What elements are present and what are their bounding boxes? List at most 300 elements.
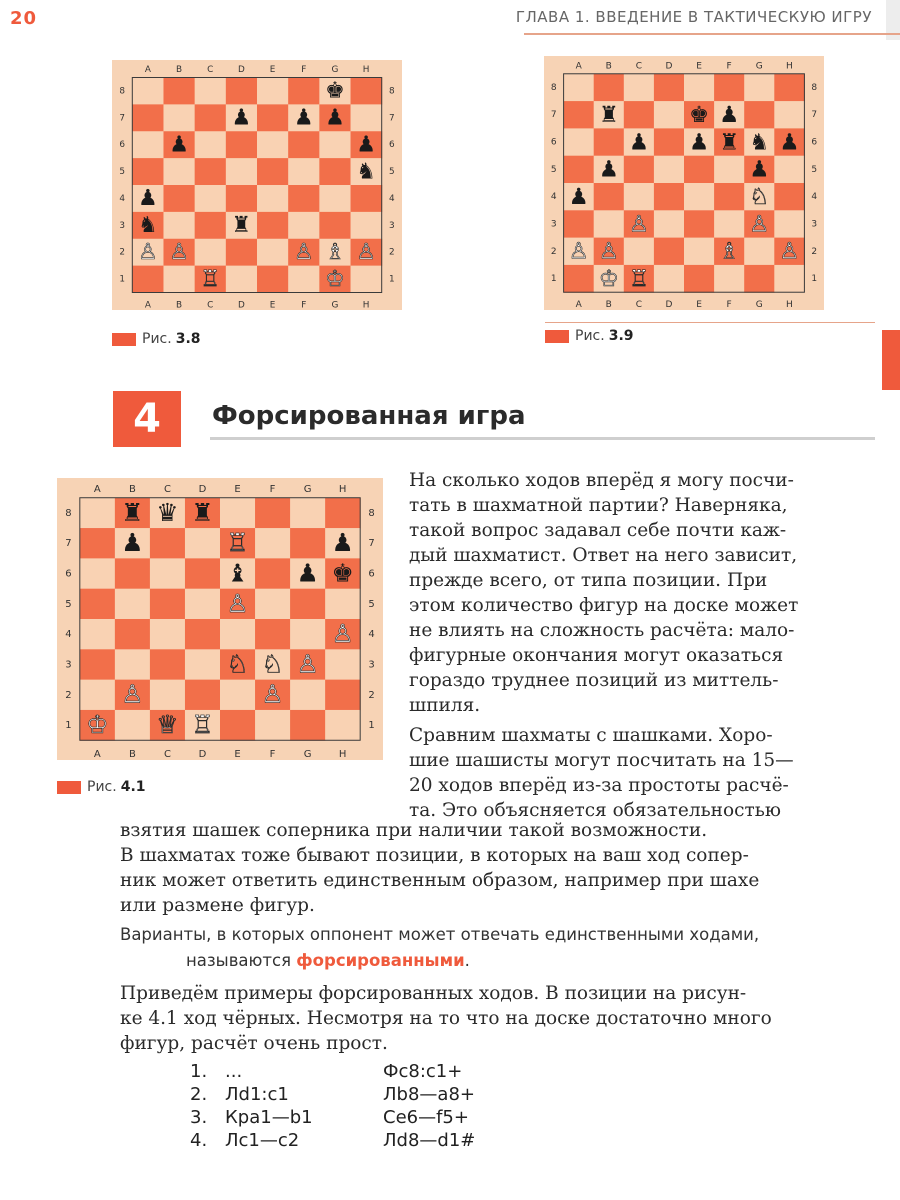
chess-diagram-3-9 — [544, 56, 824, 310]
board-square — [624, 156, 655, 184]
board-square — [744, 101, 775, 129]
board-square — [80, 498, 116, 529]
file-label: D — [198, 749, 207, 760]
move-list — [190, 1060, 543, 1152]
board-square — [220, 619, 256, 650]
move-row — [190, 1083, 543, 1106]
rank-label: 8 — [368, 507, 375, 519]
chess-piece: ♜ — [598, 102, 619, 129]
file-label: A — [575, 61, 582, 72]
board-square — [325, 498, 361, 529]
rank-label: 7 — [389, 113, 395, 124]
board-square — [684, 183, 715, 211]
board-square — [351, 78, 383, 105]
board-square — [290, 528, 326, 559]
board-square — [226, 266, 258, 293]
text-line: или размене фигур. — [120, 895, 315, 916]
caption-prefix: Рис. — [575, 328, 605, 344]
board-square — [185, 649, 221, 680]
caption-fig-3-8 — [112, 331, 201, 347]
board-square — [257, 131, 289, 158]
board-square — [564, 101, 595, 129]
file-label: C — [635, 300, 642, 310]
text-line: взятия шашек соперника при наличии такой возможности. — [120, 820, 708, 841]
file-label: F — [726, 61, 732, 72]
board-square — [220, 498, 256, 529]
board-square — [624, 238, 655, 266]
board-square — [226, 239, 258, 266]
file-label: E — [234, 749, 241, 760]
file-label: B — [605, 300, 612, 310]
board-square — [80, 558, 116, 589]
rank-label: 6 — [550, 137, 557, 148]
rank-label: 4 — [811, 192, 818, 203]
board-square — [163, 78, 195, 105]
board-square — [255, 498, 291, 529]
file-label: A — [93, 483, 101, 495]
board-square — [594, 74, 625, 102]
board-square — [220, 680, 256, 711]
board-square — [132, 104, 164, 131]
definition-note — [120, 922, 885, 974]
rank-label: 3 — [368, 659, 375, 671]
chess-piece: ♙ — [779, 238, 800, 265]
chess-piece: ♝ — [226, 558, 249, 588]
rank-label: 6 — [368, 568, 375, 580]
board-square — [594, 210, 625, 238]
board-square — [564, 265, 595, 293]
board-square — [255, 558, 291, 589]
chess-piece: ♕ — [156, 710, 179, 740]
rank-label: 7 — [65, 538, 72, 550]
text-line: ник может ответить единственным образом, например при шахе — [120, 870, 760, 891]
text-line: фигурные окончания могут оказаться — [409, 645, 784, 666]
chess-piece: ♙ — [296, 649, 319, 679]
board-square — [319, 212, 351, 239]
caption-marker — [57, 781, 81, 794]
board-square — [290, 619, 326, 650]
chess-piece: ♞ — [749, 129, 770, 156]
file-label: F — [269, 483, 276, 495]
file-label: D — [665, 61, 673, 72]
rank-label: 5 — [389, 167, 395, 178]
chess-piece: ♟ — [628, 129, 649, 156]
board-square — [150, 528, 186, 559]
file-label: C — [635, 61, 642, 72]
chess-piece: ♙ — [138, 239, 158, 265]
rank-label: 6 — [811, 137, 818, 148]
board-square — [288, 212, 320, 239]
black-move: Ce6—f5+ — [383, 1107, 469, 1128]
chess-piece: ♙ — [598, 238, 619, 265]
chess-piece: ♟ — [138, 186, 158, 212]
board-square — [257, 104, 289, 131]
rank-label: 6 — [65, 568, 72, 580]
file-label: B — [176, 300, 183, 310]
board-square — [325, 589, 361, 620]
board-square — [351, 104, 383, 131]
text-line: не влиять на сложность расчёта: мало- — [409, 620, 795, 641]
board-square — [325, 710, 361, 741]
board-square — [744, 238, 775, 266]
board-square — [257, 185, 289, 212]
board-square — [654, 128, 685, 156]
move-row — [190, 1060, 543, 1083]
rank-label: 7 — [119, 113, 125, 124]
chess-piece: ♖ — [226, 528, 249, 558]
file-label: E — [269, 65, 276, 76]
board-square — [115, 589, 151, 620]
chess-piece: ♚ — [331, 558, 354, 588]
text-line: ке 4.1 ход чёрных. Несмотря на то что на доске достаточно много — [120, 1008, 772, 1029]
file-label: C — [163, 749, 171, 760]
chess-piece: ♟ — [121, 528, 144, 558]
board-square — [185, 619, 221, 650]
chess-piece: ♙ — [356, 239, 376, 265]
file-label: A — [93, 749, 101, 760]
file-label: F — [269, 749, 276, 760]
rank-label: 3 — [389, 220, 395, 231]
board-square — [80, 528, 116, 559]
board-square — [132, 131, 164, 158]
chess-piece: ♙ — [226, 588, 249, 618]
chess-piece: ♟ — [325, 105, 345, 131]
rank-label: 5 — [368, 598, 375, 610]
board-square — [80, 619, 116, 650]
chess-piece: ♜ — [231, 213, 252, 239]
board-square — [195, 239, 227, 266]
move-row — [190, 1129, 543, 1152]
chess-piece: ♙ — [331, 619, 354, 649]
chess-piece: ♟ — [169, 132, 189, 158]
board-square — [288, 158, 320, 185]
text-line: 20 ходов вперёд из-за простоты расчё- — [409, 775, 789, 796]
board-square — [351, 266, 383, 293]
chess-piece: ♟ — [231, 105, 252, 131]
board-square — [564, 128, 595, 156]
board-svg — [544, 56, 824, 310]
white-move: Лd1:c1 — [225, 1084, 289, 1105]
board-square — [774, 74, 805, 102]
board-square — [115, 710, 151, 741]
rank-label: 3 — [550, 219, 557, 230]
file-label: G — [331, 65, 339, 76]
file-label: H — [362, 65, 370, 76]
board-square — [163, 266, 195, 293]
move-row — [190, 1106, 543, 1129]
board-square — [290, 589, 326, 620]
rank-label: 8 — [119, 86, 125, 97]
file-label: F — [301, 300, 307, 310]
rank-label: 8 — [65, 507, 72, 519]
caption-fig-4-1 — [57, 779, 146, 795]
chess-piece: ♖ — [191, 710, 214, 740]
board-square — [654, 156, 685, 184]
rank-label: 7 — [811, 110, 818, 121]
board-square — [257, 266, 289, 293]
board-square — [714, 183, 745, 211]
chess-piece: ♖ — [200, 266, 221, 292]
board-square — [185, 558, 221, 589]
text-line: шпиля. — [409, 695, 481, 716]
file-label: C — [207, 300, 214, 310]
board-svg — [57, 478, 383, 760]
board-square — [195, 212, 227, 239]
chess-piece: ♟ — [719, 102, 740, 129]
chess-piece: ♟ — [293, 105, 314, 131]
board-square — [624, 74, 655, 102]
chess-piece: ♙ — [261, 679, 284, 709]
file-label: B — [176, 65, 183, 76]
caption-number: 3.8 — [175, 331, 201, 347]
rank-label: 2 — [119, 247, 125, 258]
highlighted-term: форсированными — [296, 951, 465, 970]
board-square — [255, 589, 291, 620]
paragraph-examples — [120, 981, 882, 1056]
text-line: этом количество фигур на доске может — [409, 595, 799, 616]
board-square — [150, 680, 186, 711]
rank-label: 4 — [550, 192, 557, 203]
paragraph-checkers-narrow — [409, 723, 879, 823]
board-square — [185, 528, 221, 559]
file-label: D — [198, 483, 207, 495]
board-square — [684, 265, 715, 293]
board-square — [714, 156, 745, 184]
file-label: H — [338, 749, 347, 760]
board-square — [351, 185, 383, 212]
board-square — [594, 128, 625, 156]
rank-label: 1 — [389, 274, 395, 285]
rank-label: 2 — [550, 246, 557, 257]
file-label: A — [144, 65, 151, 76]
board-square — [624, 101, 655, 129]
chess-piece: ♟ — [779, 129, 800, 156]
white-move: ... — [225, 1061, 243, 1082]
board-svg — [112, 60, 402, 310]
board-square — [132, 266, 164, 293]
file-label: F — [726, 300, 732, 310]
rank-label: 1 — [119, 274, 125, 285]
board-square — [290, 498, 326, 529]
board-square — [290, 680, 326, 711]
board-square — [115, 558, 151, 589]
board-square — [132, 158, 164, 185]
board-square — [226, 131, 258, 158]
paragraph-checkers-wide — [120, 818, 880, 918]
board-square — [325, 680, 361, 711]
board-square — [288, 185, 320, 212]
board-square — [255, 528, 291, 559]
board-square — [257, 158, 289, 185]
chess-piece: ♙ — [121, 679, 144, 709]
file-label: B — [128, 749, 136, 760]
chess-piece: ♜ — [719, 129, 740, 156]
chess-piece: ♔ — [325, 266, 345, 292]
chess-diagram-4-1 — [57, 478, 383, 760]
board-square — [319, 158, 351, 185]
board-square — [257, 78, 289, 105]
chess-piece: ♟ — [296, 558, 319, 588]
file-label: E — [696, 61, 702, 72]
board-square — [255, 619, 291, 650]
board-square — [288, 78, 320, 105]
board-square — [774, 265, 805, 293]
board-square — [220, 710, 256, 741]
chess-piece: ♟ — [356, 132, 376, 158]
board-square — [185, 589, 221, 620]
rank-label: 8 — [811, 82, 818, 93]
board-square — [564, 74, 595, 102]
rank-label: 3 — [119, 220, 125, 231]
chess-piece: ♔ — [86, 710, 109, 740]
chess-piece: ♟ — [749, 156, 770, 183]
board-square — [132, 78, 164, 105]
black-move: Лd8—d1# — [383, 1130, 476, 1151]
file-label: D — [237, 300, 245, 310]
header-rule — [524, 33, 900, 35]
chess-piece: ♔ — [598, 265, 619, 292]
rank-label: 1 — [550, 274, 557, 285]
text-line: тать в шахматной партии? Наверняка, — [409, 495, 788, 516]
board-square — [774, 210, 805, 238]
board-square — [714, 210, 745, 238]
rank-label: 5 — [811, 164, 818, 175]
board-square — [654, 101, 685, 129]
rank-label: 5 — [119, 167, 125, 178]
board-square — [288, 131, 320, 158]
chess-piece: ♞ — [138, 213, 158, 239]
board-square — [226, 78, 258, 105]
board-square — [257, 212, 289, 239]
file-label: G — [331, 300, 339, 310]
board-square — [714, 74, 745, 102]
note-line — [120, 948, 885, 974]
file-label: C — [163, 483, 171, 495]
chess-piece: ♟ — [598, 156, 619, 183]
black-move: Фc8:c1+ — [383, 1061, 463, 1082]
rank-label: 1 — [811, 274, 818, 285]
board-square — [255, 710, 291, 741]
board-square — [774, 101, 805, 129]
black-move: Лb8—a8+ — [383, 1084, 475, 1105]
board-square — [624, 183, 655, 211]
section-number: 4 — [113, 391, 181, 447]
chess-piece: ♗ — [719, 238, 740, 265]
chess-piece: ♛ — [156, 497, 179, 527]
running-head: ГЛАВА 1. ВВЕДЕНИЕ В ТАКТИЧЕСКУЮ ИГРУ — [515, 8, 872, 26]
file-label: C — [207, 65, 214, 76]
text-line: та. Это объясняется обязательностью — [409, 800, 781, 821]
chess-piece: ♞ — [356, 159, 376, 185]
rank-label: 7 — [368, 538, 375, 550]
file-label: H — [338, 483, 347, 495]
chess-piece: ♙ — [169, 239, 189, 265]
rank-label: 8 — [389, 86, 395, 97]
chess-piece: ♙ — [749, 211, 770, 238]
note-suffix: . — [464, 951, 470, 970]
chess-piece: ♜ — [191, 497, 214, 527]
rank-label: 2 — [368, 689, 375, 701]
board-square — [684, 74, 715, 102]
rank-label: 2 — [389, 247, 395, 258]
page-number: 20 — [10, 8, 38, 29]
board-square — [80, 649, 116, 680]
rank-label: 3 — [811, 219, 818, 230]
rank-label: 4 — [368, 629, 375, 641]
rank-label: 8 — [550, 82, 557, 93]
chess-piece: ♜ — [121, 497, 144, 527]
file-label: H — [362, 300, 370, 310]
file-label: A — [144, 300, 151, 310]
caption-prefix: Рис. — [87, 779, 117, 795]
rank-label: 7 — [550, 110, 557, 121]
board-square — [654, 210, 685, 238]
board-square — [319, 185, 351, 212]
caption-number: 4.1 — [120, 779, 146, 795]
board-square — [150, 649, 186, 680]
board-square — [594, 183, 625, 211]
file-label: D — [665, 300, 673, 310]
board-square — [163, 104, 195, 131]
white-move: Крa1—b1 — [225, 1107, 313, 1128]
text-line: В шахматах тоже бывают позиции, в которых на ваш ход сопер- — [120, 845, 749, 866]
section-rule — [210, 437, 875, 440]
board-square — [654, 74, 685, 102]
board-square — [774, 183, 805, 211]
caption-fig-3-9 — [545, 328, 634, 344]
file-label: G — [755, 300, 763, 310]
chess-piece: ♚ — [325, 78, 345, 104]
rank-label: 3 — [65, 659, 72, 671]
move-number: 1. — [190, 1061, 208, 1082]
rank-label: 1 — [368, 720, 375, 732]
board-square — [226, 158, 258, 185]
rank-label: 4 — [119, 193, 125, 204]
board-square — [257, 239, 289, 266]
rank-label: 2 — [65, 689, 72, 701]
board-square — [654, 238, 685, 266]
board-square — [684, 156, 715, 184]
rank-label: 4 — [65, 629, 72, 641]
chess-piece: ♙ — [293, 239, 314, 265]
file-label: G — [755, 61, 763, 72]
chess-diagram-3-8 — [112, 60, 402, 310]
rank-label: 6 — [389, 140, 395, 151]
board-square — [744, 265, 775, 293]
move-number: 4. — [190, 1130, 208, 1151]
move-number: 2. — [190, 1084, 208, 1105]
board-square — [150, 619, 186, 650]
board-square — [163, 212, 195, 239]
caption-number: 3.9 — [608, 328, 634, 344]
file-label: H — [785, 300, 793, 310]
board-square — [195, 104, 227, 131]
file-label: H — [785, 61, 793, 72]
text-line: На сколько ходов вперёд я могу посчи- — [409, 470, 794, 491]
text-line: такой вопрос задавал себе почти каж- — [409, 520, 787, 541]
chess-piece: ♗ — [325, 239, 345, 265]
chess-piece: ♟ — [331, 528, 354, 558]
board-square — [195, 131, 227, 158]
paragraph-intro — [409, 468, 879, 718]
rank-label: 1 — [65, 720, 72, 732]
board-square — [319, 131, 351, 158]
board-square — [744, 74, 775, 102]
figure-separator — [545, 322, 875, 323]
chess-piece: ♙ — [568, 238, 589, 265]
file-label: E — [696, 300, 702, 310]
caption-marker — [545, 330, 569, 343]
